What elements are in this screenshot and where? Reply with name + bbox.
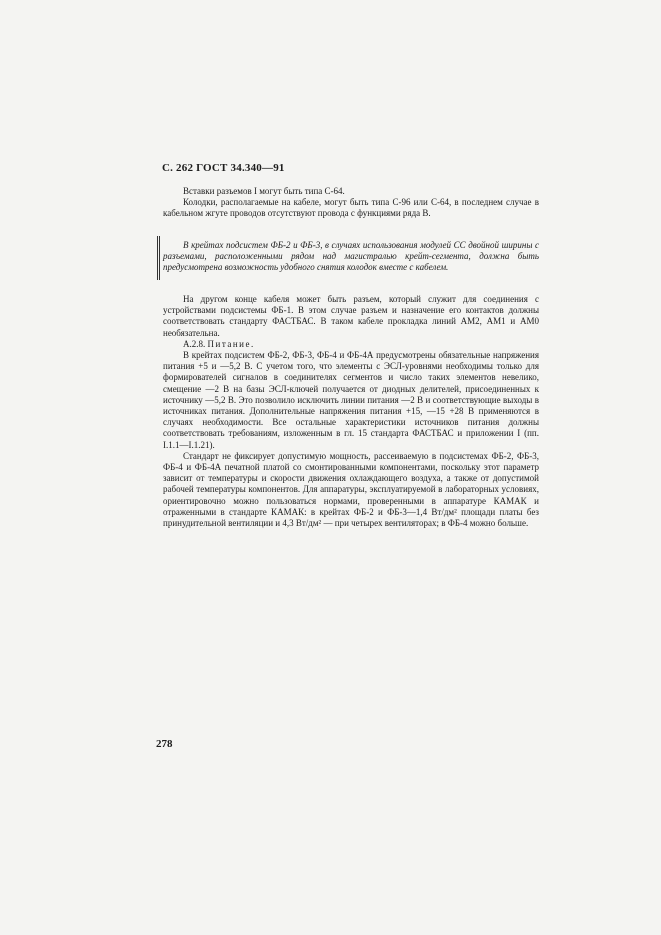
paragraph: Стандарт не фиксирует допустимую мощность, рассеиваемую в подсистемах ФБ-2, ФБ-3, ФБ-4 и ФБ-4А печатной платой со смонтированными компонентами, поскольку этот параметр зависит от температуры и скорости движения охлаждающего воздуха, а также от допустимой рабочей температуры компонентов. Для аппаратуры, эксплуатируемой в лабораторных условиях, ориентировочно можно пользоваться нормами, проверенными в аппаратуре КАМАК и отраженными в стандарте КАМАК: в крейтах ФБ-2 и ФБ-3—1,4 Вт/дм² площади платы без принудительной вентиляции и 4,3 Вт/дм² — при четырех вентиляторах; в ФБ-4 можно больше. bbox=[163, 450, 539, 529]
paragraph: Вставки разъемов I могут быть типа С-64. bbox=[183, 186, 345, 196]
paragraph: В крейтах подсистем ФБ-2, ФБ-3, ФБ-4 и ФБ-4А предусмотрены обязательные напряжения питания +5 и —5,2 В. С учетом того, что элементы с ЭСЛ-уровнями необходимы только для формирователей сигналов в соединителях сегментов и число таких элементов невелико, смещение —2 В на базы ЭСЛ-ключей получается от диодных делителей, присоединенных к источнику —5,2 В. Это позволило исключить линии питания —2 В и соответствующие выходы в источниках питания. Дополнительные напряжения питания +15, —15 +28 В применяются в случаях необходимости. Все остальные характеристики источников питания должны соответствовать требованиям, изложенным в гл. 15 стандарта ФАСТБАС и приложении I (пп. I.1.1—I.1.21). bbox=[163, 350, 539, 450]
paragraph-block-power bbox=[163, 294, 539, 529]
margin-rule bbox=[157, 236, 158, 280]
page-number: 278 bbox=[156, 738, 173, 750]
section-heading bbox=[163, 339, 539, 350]
section-number: А.2.8. bbox=[183, 338, 206, 349]
page-header: С. 262 ГОСТ 34.340—91 bbox=[162, 162, 285, 174]
paragraph: В крейтах подсистем ФБ-2 и ФБ-3, в случаях использования модулей СС двойной ширины с разъемами, расположенными рядом над магистралью крейт-сегмента, должна быть предусмотрена возможность удобного снятия колодок вместе с кабелем. bbox=[163, 240, 539, 273]
paragraph-block-connectors bbox=[163, 186, 539, 220]
section-title: Питание. bbox=[207, 338, 255, 349]
paragraph: Колодки, располагаемые на кабеле, могут быть типа С-96 или С-64, в последнем случае в кабельном жгуте проводов отсутствуют провода с функциями ряда В. bbox=[163, 197, 539, 219]
paragraph: На другом конце кабеля может быть разъем, который служит для соединения с устройствами подсистемы ФБ-1. В этом случае разъем и назначение его контактов должны соответствовать стандарту ФАСТБАС. В таком кабеле прокладка линий АМ2, АМ1 и АМ0 необязательна. bbox=[163, 294, 539, 338]
paragraph-block-highlighted bbox=[163, 240, 539, 274]
margin-rule bbox=[159, 236, 160, 280]
